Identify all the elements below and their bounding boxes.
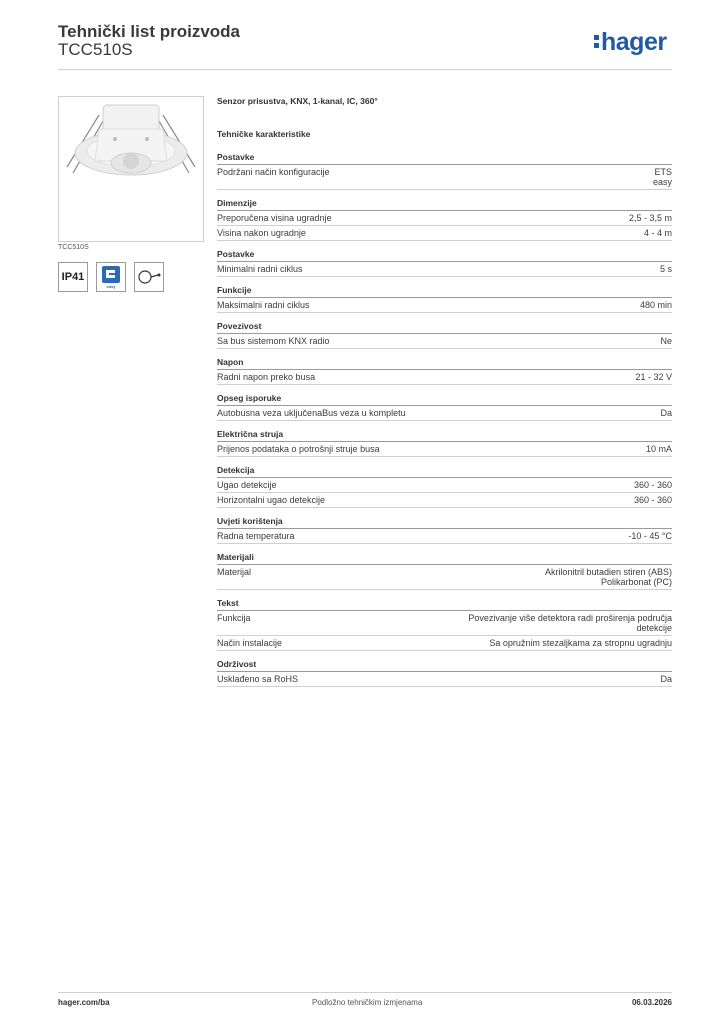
spec-value: [640, 300, 672, 310]
spec-value-line: Polikarbonat (PC): [600, 577, 672, 587]
spec-value-line: 5 s: [659, 264, 672, 274]
spec-row: [217, 334, 672, 349]
spec-label: Autobusna veza uključenaBus veza u kompletu: [217, 408, 406, 418]
spec-section: [217, 198, 672, 241]
spec-label: Preporučena visina ugradnje: [217, 213, 332, 223]
spec-value: [489, 638, 672, 648]
spec-section: [217, 321, 672, 349]
spec-section: [217, 429, 672, 457]
header-divider: [58, 69, 672, 70]
spec-section: [217, 598, 672, 651]
spec-value: [660, 408, 672, 418]
section-title: Funkcije: [217, 285, 672, 298]
spec-value: [660, 336, 672, 346]
spec-value-line: 2,5 - 3,5 m: [628, 213, 672, 223]
section-title: Uvjeti korištenja: [217, 516, 672, 529]
spec-label: Način instalacije: [217, 638, 283, 648]
spec-value-line: Da: [660, 674, 672, 684]
spec-row: [217, 211, 672, 226]
spec-section: [217, 285, 672, 313]
section-title: Detekcija: [217, 465, 672, 478]
spec-section: [217, 357, 672, 385]
section-title: Napon: [217, 357, 672, 370]
spec-content: [217, 96, 672, 687]
spec-value: [653, 167, 672, 187]
spec-row: [217, 298, 672, 313]
spec-value-line: Povezivanje više detektora radi proširenja područja: [468, 613, 672, 623]
spec-value-line: Ne: [660, 336, 672, 346]
spec-section: [217, 465, 672, 508]
spec-value: [660, 674, 672, 684]
spec-value-line: 360 - 360: [633, 480, 672, 490]
spec-value-line: 360 - 360: [633, 495, 672, 505]
spec-value-line: Akrilonitril butadien stiren (ABS): [544, 567, 672, 577]
spec-value: [629, 213, 672, 223]
section-title: Opseg isporuke: [217, 393, 672, 406]
spec-value-line: Sa opružnim stezaljkama za stropnu ugradnju: [489, 638, 672, 648]
spec-row: [217, 529, 672, 544]
spec-section: [217, 393, 672, 421]
spec-value-line: -10 - 45 °C: [628, 531, 672, 541]
section-title: Održivost: [217, 659, 672, 672]
svg-text:easy: easy: [106, 284, 116, 289]
spec-label: Visina nakon ugradnje: [217, 228, 306, 238]
spec-row: [217, 165, 672, 190]
spec-value: [468, 613, 672, 633]
spec-row: [217, 493, 672, 508]
spec-row: [217, 262, 672, 277]
spec-section: [217, 249, 672, 277]
product-image: [58, 96, 204, 242]
spec-value-line: 480 min: [639, 300, 672, 310]
spec-value: [646, 444, 672, 454]
ip-rating-badge: IP41: [58, 262, 88, 292]
page-title: Tehnički list proizvoda: [58, 22, 240, 41]
footer-website: hager.com/ba: [58, 998, 110, 1007]
feature-icons: [58, 262, 164, 292]
spec-value: [635, 372, 672, 382]
image-caption: TCC510S: [58, 244, 89, 251]
footer-divider: [58, 992, 672, 993]
spec-row: [217, 406, 672, 421]
spec-label: Ugao detekcije: [217, 480, 277, 490]
spec-value-line: Da: [660, 408, 672, 418]
specs-title: Tehničke karakteristike: [217, 129, 311, 139]
spec-section: [217, 659, 672, 687]
spec-value-line: easy: [652, 177, 672, 187]
knx-easy-icon: [96, 262, 126, 292]
spec-value: [634, 495, 672, 505]
spec-label: Materijal: [217, 567, 252, 577]
spec-label: Maksimalni radni ciklus: [217, 300, 310, 310]
spec-row: [217, 370, 672, 385]
section-title: Postavke: [217, 249, 672, 262]
spec-section: [217, 516, 672, 544]
spec-label: Funkcija: [217, 613, 251, 623]
spec-section: [217, 552, 672, 590]
footer-date: 06.03.2026: [631, 998, 672, 1007]
spec-value-line: ETS: [654, 167, 672, 177]
spec-label: Minimalni radni ciklus: [217, 264, 303, 274]
spec-value-line: 21 - 32 V: [635, 372, 672, 382]
motion-sensor-icon: [134, 262, 164, 292]
spec-label: Sa bus sistemom KNX radio: [217, 336, 330, 346]
spec-row: [217, 565, 672, 590]
section-title: Postavke: [217, 152, 672, 165]
spec-row: [217, 478, 672, 493]
spec-label: Usklađeno sa RoHS: [217, 674, 299, 684]
spec-row: [217, 442, 672, 457]
spec-row: [217, 226, 672, 241]
section-title: Materijali: [217, 552, 672, 565]
spec-row: [217, 672, 672, 687]
spec-label: Podržani način konfiguracije: [217, 167, 330, 177]
section-title: Tekst: [217, 598, 672, 611]
section-title: Povezivost: [217, 321, 672, 334]
spec-value: [644, 228, 672, 238]
spec-value-line: detekcije: [636, 623, 672, 633]
hager-logo: hager: [594, 28, 667, 57]
spec-label: Radni napon preko busa: [217, 372, 316, 382]
section-title: Dimenzije: [217, 198, 672, 211]
spec-value: [660, 264, 672, 274]
section-title: Električna struja: [217, 429, 672, 442]
spec-value: [634, 480, 672, 490]
spec-section: [217, 152, 672, 190]
spec-label: Prijenos podataka o potrošnji struje busa: [217, 444, 380, 454]
spec-value-line: 10 mA: [645, 444, 672, 454]
spec-value: [545, 567, 672, 587]
spec-label: Radna temperatura: [217, 531, 295, 541]
product-name: Senzor prisustva, KNX, 1-kanal, IC, 360°: [217, 96, 378, 106]
spec-label: Horizontalni ugao detekcije: [217, 495, 326, 505]
spec-row: [217, 636, 672, 651]
spec-value-line: 4 - 4 m: [643, 228, 672, 238]
product-code: TCC510S: [58, 40, 133, 59]
footer-disclaimer: Podložno tehničkim izmjenama: [312, 998, 423, 1007]
spec-value: [628, 531, 672, 541]
spec-row: [217, 611, 672, 636]
